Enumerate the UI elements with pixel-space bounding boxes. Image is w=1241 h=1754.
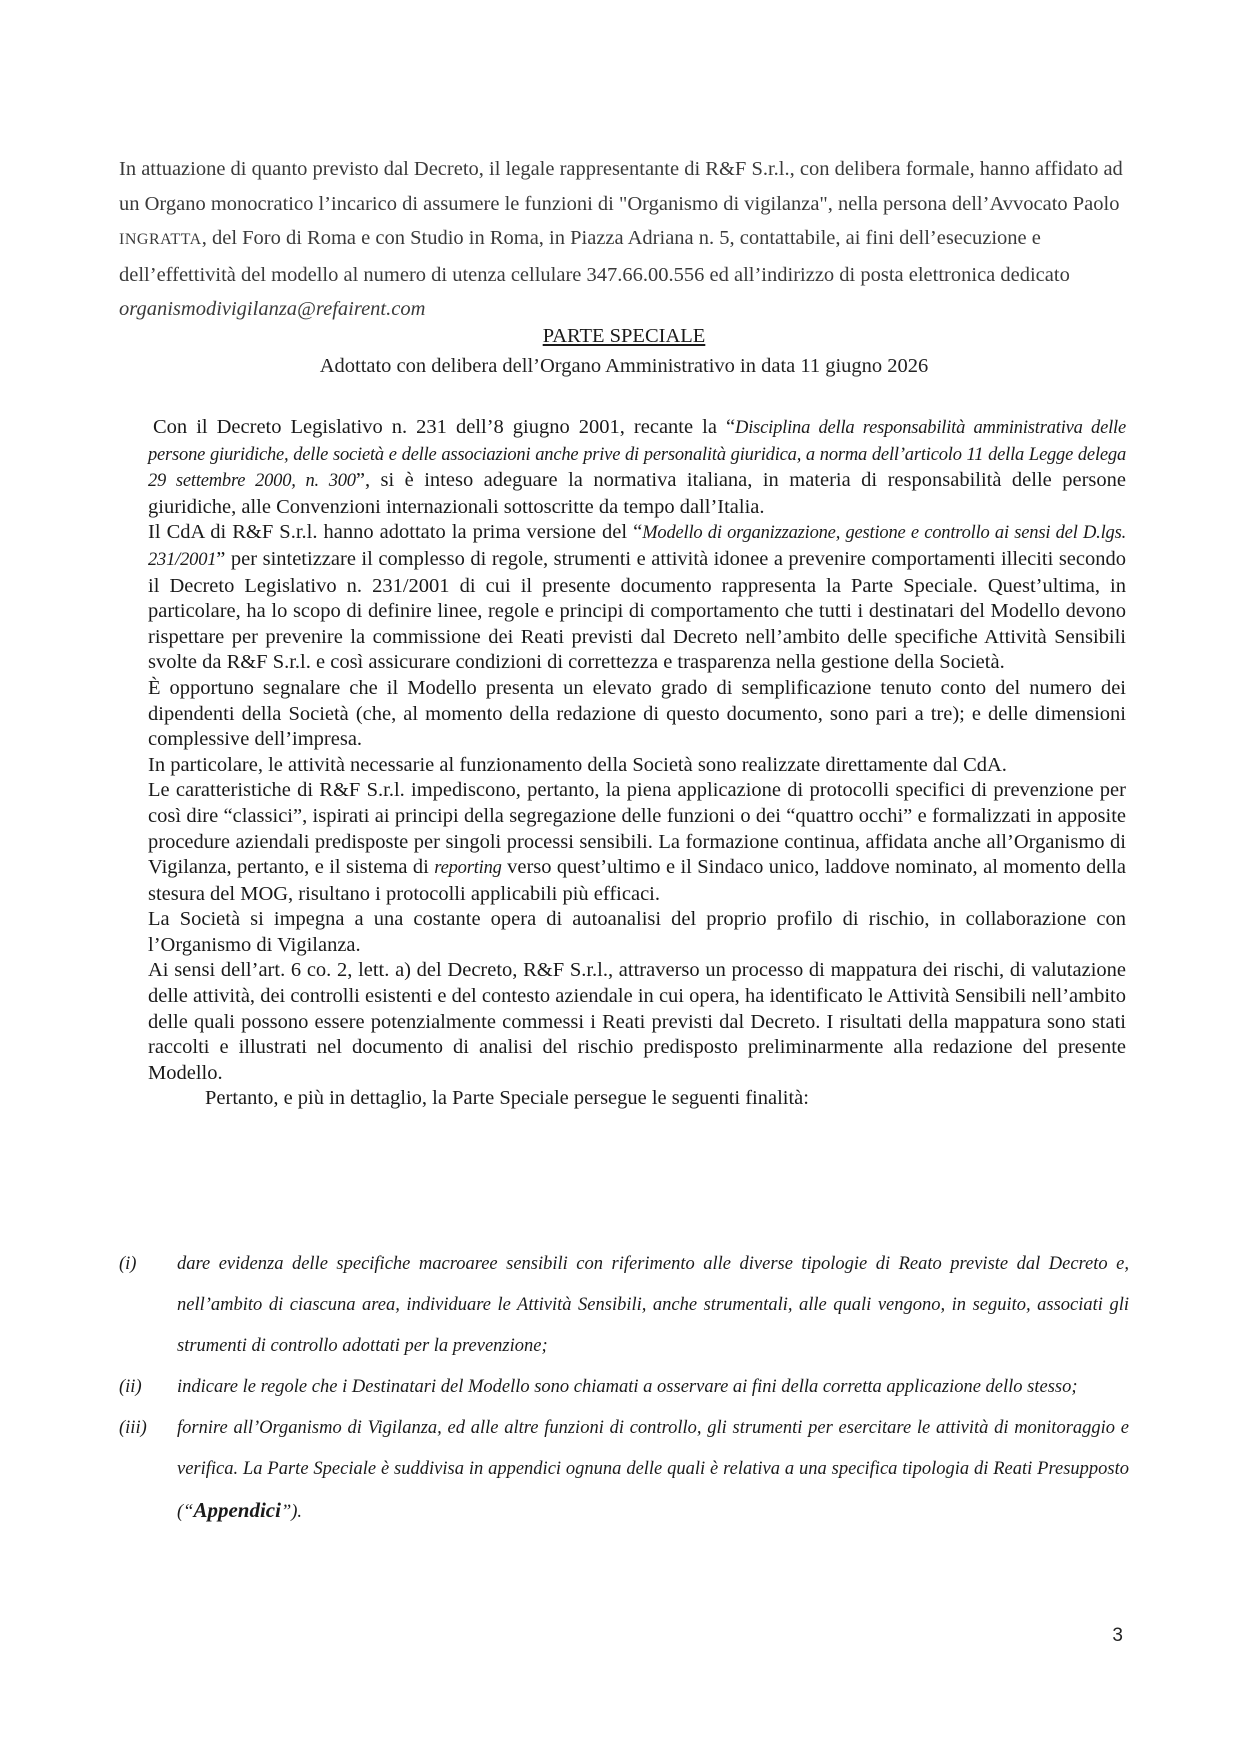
list-item-number: (i): [119, 1254, 137, 1274]
paragraph-protocols: [148, 778, 1126, 907]
section-heading: PARTE SPECIALE: [542, 325, 706, 347]
page-number: 3: [1112, 1625, 1123, 1646]
list-item-text: indicare le regole che i Destinatari del Modello sono chiamati a osservare ai fini della corretta applicazione dello stesso;: [177, 1377, 1078, 1397]
paragraph-decree: [148, 415, 1126, 520]
list-item: [119, 1408, 1129, 1533]
paragraph-model: [148, 520, 1126, 676]
model-title: Modello di organizzazione, gestione e controllo ai sensi del D.lgs. 231/2001: [148, 523, 1126, 570]
reporting-term: reporting: [434, 858, 502, 879]
appendici-term: Appendici: [193, 1498, 281, 1522]
paragraph-decree-intro: Con il Decreto Legislativo n. 231 dell’8 giugno 2001, recante la “: [153, 416, 736, 438]
lawyer-surname: INGRATTA: [119, 231, 202, 249]
list-item: [119, 1367, 1129, 1408]
purposes-list: [119, 1244, 1129, 1533]
body-text: [148, 415, 1126, 1112]
intro-text-2: , del Foro di Roma e con Studio in Roma, in Piazza Adriana n. 5, contattabile, ai fini dell’esecuzione e dell’effettività del modello al numero di utenza cellulare 347.66.00.556 ed all’indirizzo di posta elettronica dedicato: [119, 227, 1070, 286]
list-item-text: fornire all’Organismo di Vigilanza, ed alle altre funzioni di controllo, gli strumenti per esercitare le attività di monitoraggio e verifica. La Parte Speciale è suddivisa in appendici ognuna delle quali è relativa a una specifica tipologia di Reati Presupposto (“: [177, 1418, 1129, 1522]
paragraph-model-tail: ” per sintetizzare il complesso di regole, strumenti e attività idonee a prevenire comportamenti illeciti secondo il Decreto Legislativo n. 231/2001 di cui il presente documento rappresenta la Parte Speciale. Quest’ultima, in particolare, ha lo scopo di definire linee, regole e principi di comportamento che tutti i destinatari del Modello devono rispettare per prevenire la commissione dei Reati previsti dal Decreto nell’ambito delle specifiche Attività Sensibili svolte da R&F S.r.l. e così assicurare condizioni di correttezza e trasparenza nella gestione della Società.: [148, 547, 1126, 674]
paragraph-model-intro: Il CdA di R&F S.r.l. hanno adottato la prima versione del “: [148, 521, 643, 544]
list-item-text: dare evidenza delle specifiche macroaree sensibili con riferimento alle diverse tipologie di Reato previste dal Decreto e, nell’ambito di ciascuna area, individuare le Attività Sensibili, anche strumentali, alle quali vengono, in seguito, associati gli strumenti di controllo adottati per la prevenzione;: [177, 1254, 1129, 1356]
paragraph-simplification: È opportuno segnalare che il Modello presenta un elevato grado di semplificazione tenuto conto del numero dei dipendenti della Società (che, al momento della redazione di questo documento, sono pari a tre); e delle dimensioni complessive dell’impresa.: [148, 676, 1126, 751]
paragraph-mapping: Ai sensi dell’art. 6 co. 2, lett. a) del Decreto, R&F S.r.l., attraverso un processo di mappatura dei rischi, di valutazione delle attività, dei controlli esistenti e del contesto aziendale in cui opera, ha identificato le Attività Sensibili nell’ambito delle quali possono essere potenzialmente commessi i Reati previsti dal Decreto. I risultati della mappatura sono stati raccolti e illustrati nel documento di analisi del rischio predisposto preliminarmente alla redazione del presente Modello.: [148, 959, 1126, 1084]
paragraph-cda: In particolare, le attività necessarie al funzionamento della Società sono realizzate direttamente dal CdA.: [148, 753, 1007, 776]
paragraph-decree-tail: ”, si è inteso adeguare la normativa italiana, in materia di responsabilità delle persone giuridiche, alle Convenzioni internazionali sottoscritte da tempo dall’Italia.: [148, 469, 1126, 518]
list-item: [119, 1244, 1129, 1367]
decree-title: Disciplina della responsabilità amministrativa delle persone giuridiche, delle società e delle associazioni anche prive di personalità giuridica, a norma dell’articolo 11 della Legge delega 29 settembre 2000, n. 300: [148, 418, 1126, 492]
email-address: organismodivigilanza@refairent.com: [119, 298, 426, 321]
paragraph-protocols-tail: verso quest’ultimo e il Sindaco unico, laddove nominato, al momento della stesura del MOG, risultano i protocolli applicabili più efficaci.: [148, 856, 1126, 905]
intro-text-1: In attuazione di quanto previsto dal Decreto, il legale rappresentante di R&F S.r.l., con delibera formale, hanno affidato ad un Organo monocratico l’incarico di assumere le funzioni di "Organismo di vigilanza", nella persona dell’Avvocato Paolo: [119, 158, 1123, 215]
paragraph-self-analysis: La Società si impegna a una costante opera di autoanalisi del proprio profilo di rischio, in collaborazione con l’Organismo di Vigilanza.: [148, 908, 1126, 956]
paragraph-purposes: Pertanto, e più in dettaglio, la Parte Speciale persegue le seguenti finalità:: [205, 1087, 809, 1110]
list-item-number: (ii): [119, 1377, 142, 1397]
adoption-note: Adottato con delibera dell’Organo Amministrativo in data 11 giugno 2026: [319, 355, 929, 377]
list-item-text-tail: ”).: [280, 1502, 303, 1522]
list-item-number: (iii): [119, 1418, 147, 1438]
paragraph-protocols-intro: Le caratteristiche di R&F S.r.l. impediscono, pertanto, la piena applicazione di protocolli specifici di prevenzione per così dire “classici”, ispirati ai principi della segregazione delle funzioni o dei “quattro occhi” e formalizzati in apposite procedure aziendali predisposte per singoli processi sensibili. La formazione continua, affidata anche all’Organismo di Vigilanza, pertanto, e il sistema di: [148, 779, 1126, 879]
intro-paragraph: [119, 152, 1129, 327]
